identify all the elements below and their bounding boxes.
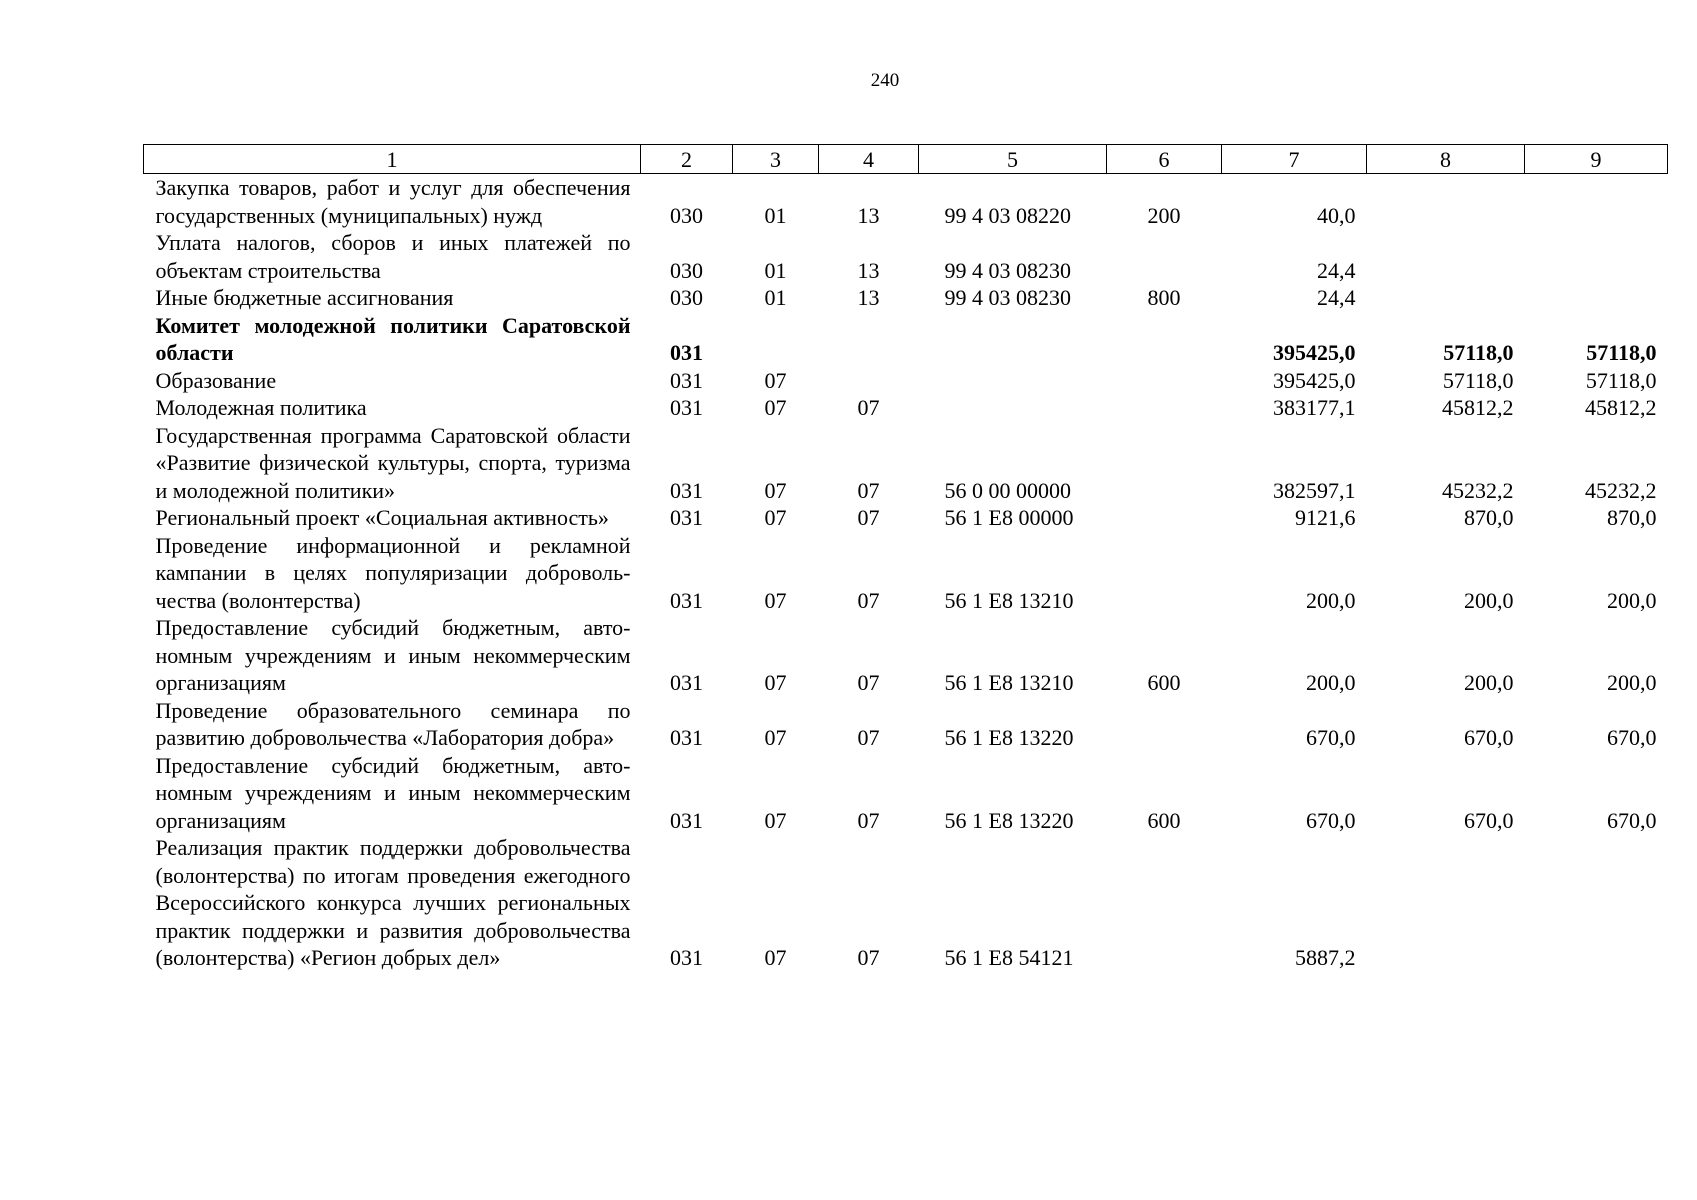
expense-type-code [1107,394,1222,422]
value-column-7: 5887,2 [1295,945,1356,970]
row-name: Предоставление субсидий бюджетным, автономным учреждениям и иным некоммерческим организациям [155,615,631,695]
ministry-code: 031 [670,807,703,833]
section-code: 07 [764,367,787,393]
expense-type-code: 200 [1147,202,1181,228]
table-header [144,145,1668,174]
value-column-8: 45812,2 [1442,395,1514,420]
target-article-code: 56 1 E8 54121 [944,945,1074,970]
ministry-code: 031 [670,367,703,393]
table-row [144,697,1668,752]
value-column-9 [1525,174,1668,230]
section-code: 01 [764,257,787,283]
subsection-code: 07 [857,395,880,420]
subsection-code: 07 [857,587,880,613]
subsection-code: 13 [857,202,880,228]
value-column-8 [1367,284,1525,312]
section-code [733,312,819,367]
target-article-code: 99 4 03 08220 [944,202,1071,228]
value-column-8: 870,0 [1464,505,1514,530]
value-column-7: 200,0 [1306,670,1356,695]
expense-type-code [1107,834,1222,972]
row-name: Региональный проект «Социальная активность» [155,505,609,530]
column-header-8: 8 [1367,145,1525,174]
value-column-7: 670,0 [1306,807,1356,833]
subsection-code: 07 [857,725,880,750]
expense-type-code [1107,367,1222,395]
table-row [144,422,1668,505]
value-column-9 [1525,834,1668,972]
table-row [144,312,1668,367]
value-column-7: 9121,6 [1295,505,1356,530]
table-row [144,834,1668,972]
section-code: 07 [764,807,787,833]
table-row [144,504,1668,532]
ministry-code: 031 [670,395,703,420]
column-header-5: 5 [919,145,1107,174]
value-column-9 [1525,229,1668,284]
value-column-8 [1367,229,1525,284]
expense-type-code [1107,312,1222,367]
subsection-code: 07 [857,945,880,970]
value-column-8: 57118,0 [1442,367,1514,393]
value-column-9 [1525,284,1668,312]
target-article-code: 56 1 E8 13210 [944,587,1074,613]
table-row [144,394,1668,422]
target-article-code [919,312,1107,367]
table-row [144,284,1668,312]
value-column-8: 200,0 [1464,670,1514,695]
subsection-code: 07 [857,670,880,695]
expense-type-code [1107,504,1222,532]
section-code: 07 [764,477,787,503]
section-code: 07 [764,945,787,970]
column-header-6: 6 [1107,145,1222,174]
target-article-code [919,367,1107,395]
ministry-code: 031 [670,340,703,365]
row-name: Предоставление субсидий бюджетным, автономным учреждениям и иным некоммерческим организациям [155,752,631,833]
table-row [144,532,1668,615]
target-article-code: 56 1 E8 00000 [944,505,1074,530]
target-article-code: 56 1 E8 13220 [944,807,1074,833]
ministry-code: 031 [670,477,703,503]
ministry-code: 030 [670,257,703,283]
row-name: Иные бюджетные ассигнования [155,285,454,310]
budget-table [143,144,1668,972]
value-column-7: 382597,1 [1273,477,1356,503]
section-code: 07 [764,670,787,695]
value-column-7: 200,0 [1306,587,1356,613]
expense-type-code: 800 [1147,285,1181,310]
value-column-7: 24,4 [1317,285,1356,310]
value-column-9: 200,0 [1607,670,1657,695]
row-name: Государственная программа Саратовской области «Развитие физической культуры, спорта, туризма и молодежной политики» [155,422,631,503]
section-code: 01 [764,202,787,228]
expense-type-code [1107,697,1222,752]
section-code: 01 [764,285,787,310]
row-name: Проведение образовательного семинара по развитию добровольчества «Лаборатория добра» [155,697,631,750]
column-header-4: 4 [819,145,919,174]
value-column-8: 57118,0 [1443,340,1514,365]
column-header-7: 7 [1222,145,1367,174]
target-article-code: 99 4 03 08230 [944,285,1071,310]
value-column-8: 670,0 [1464,807,1514,833]
row-name: Проведение информационной и рекламной кампании в целях популяризации добровольчества (волонтерства) [155,532,631,613]
expense-type-code [1107,229,1222,284]
value-column-8: 45232,2 [1442,477,1514,503]
subsection-code: 07 [857,505,880,530]
target-article-code: 99 4 03 08230 [944,257,1071,283]
value-column-9: 57118,0 [1586,340,1657,365]
value-column-7: 395425,0 [1273,367,1356,393]
row-name: Уплата налогов, сборов и иных платежей по объектам строительства [155,230,631,283]
subsection-code [819,312,919,367]
target-article-code [919,394,1107,422]
ministry-code: 031 [670,670,703,695]
value-column-7: 24,4 [1317,257,1356,283]
value-column-9: 45812,2 [1585,395,1657,420]
table-row [144,614,1668,697]
row-name: Образование [155,367,277,393]
column-header-1: 1 [144,145,641,174]
table-row [144,367,1668,395]
section-code: 07 [764,395,787,420]
value-column-7: 383177,1 [1273,395,1356,420]
table-row [144,229,1668,284]
value-column-9: 870,0 [1607,505,1657,530]
page-number: 240 [870,70,900,91]
value-column-9: 200,0 [1607,587,1657,613]
ministry-code: 030 [670,202,703,228]
expense-type-code [1107,422,1222,505]
ministry-code: 030 [670,285,703,310]
subsection-code: 07 [857,807,880,833]
value-column-9: 670,0 [1607,807,1657,833]
section-code: 07 [764,505,787,530]
section-code: 07 [764,587,787,613]
value-column-9: 670,0 [1607,725,1657,750]
ministry-code: 031 [670,725,703,750]
expense-type-code: 600 [1147,670,1181,695]
column-header-9: 9 [1525,145,1668,174]
subsection-code: 13 [857,257,880,283]
target-article-code: 56 1 E8 13220 [944,725,1074,750]
ministry-code: 031 [670,587,703,613]
target-article-code: 56 0 00 00000 [944,477,1071,503]
subsection-code: 07 [857,477,880,503]
value-column-8 [1367,834,1525,972]
value-column-7: 40,0 [1317,202,1356,228]
value-column-9: 57118,0 [1585,367,1657,393]
value-column-9: 45232,2 [1585,477,1657,503]
value-column-7: 670,0 [1306,725,1356,750]
subsection-code: 13 [857,285,880,310]
value-column-7: 395425,0 [1273,340,1356,365]
expense-type-code [1107,532,1222,615]
row-name: Молодежная политика [155,395,367,420]
expense-type-code: 600 [1147,807,1181,833]
value-column-8: 200,0 [1464,587,1514,613]
table-row [144,174,1668,230]
row-name: Реализация практик поддержки добровольчества (волонтерства) по итогам проведения ежегодного Всероссийского конкурса лучших региональных практик поддержки и развития добровольчества (волонтерства) «Регион добрых дел» [155,835,631,970]
header-row [144,145,1668,174]
ministry-code: 031 [670,505,703,530]
row-name: Закупка товаров, работ и услуг для обеспечения государственных (муниципальных) нужд [155,175,631,228]
subsection-code [819,367,919,395]
table-row [144,752,1668,835]
ministry-code: 031 [670,945,703,970]
row-name: Комитет молодежной политики Саратовской области [155,312,631,365]
value-column-8 [1367,174,1525,230]
column-header-3: 3 [733,145,819,174]
table-body [144,174,1668,972]
column-header-2: 2 [641,145,733,174]
section-code: 07 [764,725,787,750]
value-column-8: 670,0 [1464,725,1514,750]
target-article-code: 56 1 E8 13210 [944,670,1074,695]
